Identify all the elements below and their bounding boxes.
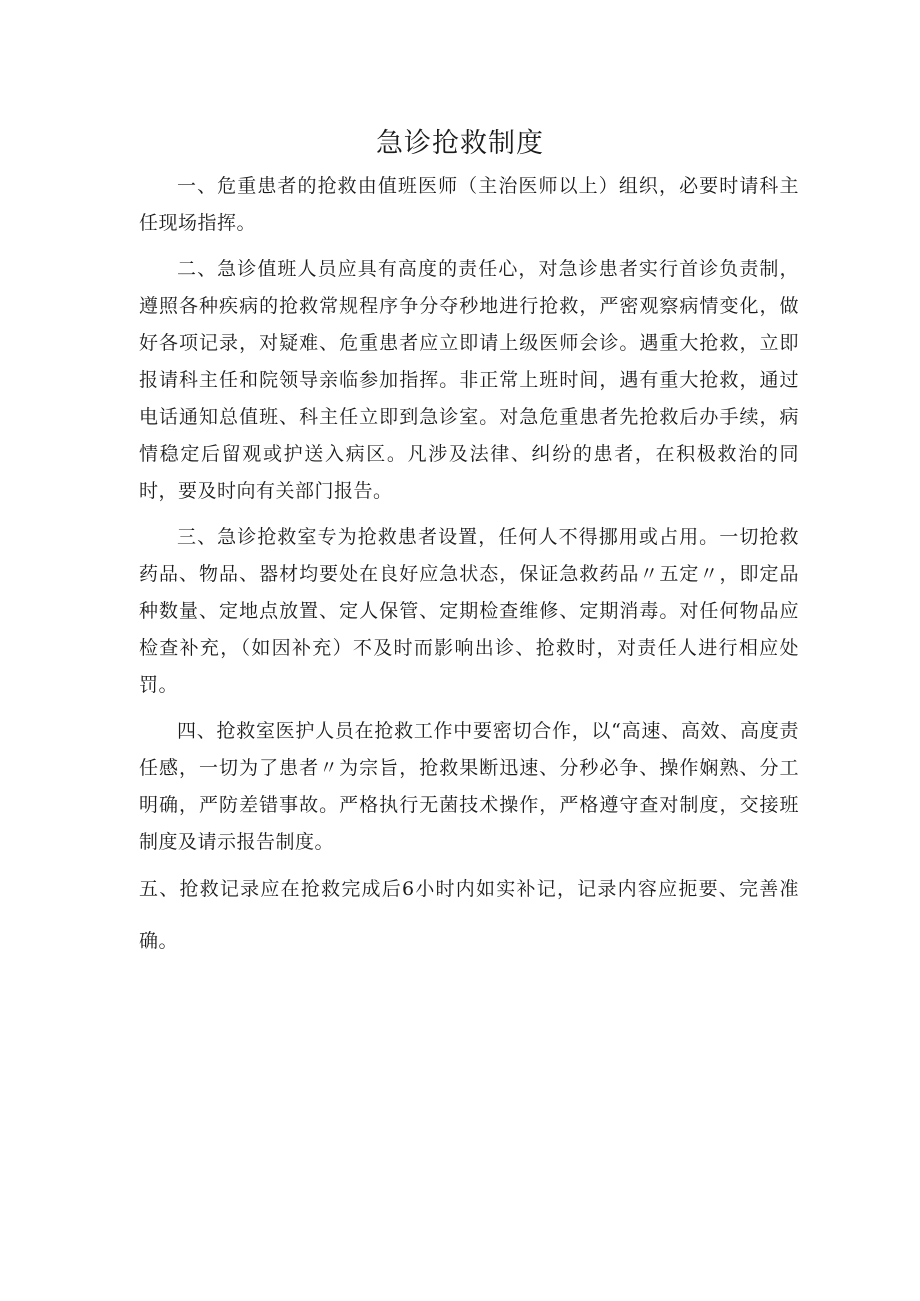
paragraph-1: 一、危重患者的抢救由值班医师（主治医师以上）组织，必要时请科主任现场指挥。 <box>139 175 799 234</box>
document-body <box>139 168 799 967</box>
document-title: 急诊抢救制度 <box>376 128 544 159</box>
paragraph-3: 三、急诊抢救室专为抢救患者设置，任何人不得挪用或占用。一切抢救药品、物品、器材均要处在良好应急状态，保证急救药品〃五定〃，即定品种数量、定地点放置、定人保管、定期检查维修、定期消毒。对任何物品应检查补充，（如因补充）不及时而影响出诊、抢救时，对责任人进行相应处罚。 <box>139 526 799 696</box>
paragraph-4: 四、抢救室医护人员在抢救工作中要密切合作，以“高速、高效、高度责任感，一切为了患者〃为宗旨，抢救果断迅速、分秒必争、操作娴熟、分工明确，严防差错事故。严格执行无菌技术操作，严格遵守查对制度，交接班制度及请示报告制度。 <box>139 720 799 853</box>
paragraph-2: 二、急诊值班人员应具有高度的责任心，对急诊患者实行首诊负责制，遵照各种疾病的抢救常规程序争分夺秒地进行抢救，严密观察病情变化，做好各项记录，对疑难、危重患者应立即请上级医师会诊。遇重大抢救，立即报请科主任和院领导亲临参加指挥。非正常上班时间，遇有重大抢救，通过电话通知总值班、科主任立即到急诊室。对急危重患者先抢救后办手续，病情稳定后留观或护送入病区。凡涉及法律、纠纷的患者，在积极救治的同时，要及时向有关部门报告。 <box>139 258 799 502</box>
paragraph-5: 五、抢救记录应在抢救完成后6小时内如实补记，记录内容应扼要、完善准确。 <box>139 878 799 952</box>
